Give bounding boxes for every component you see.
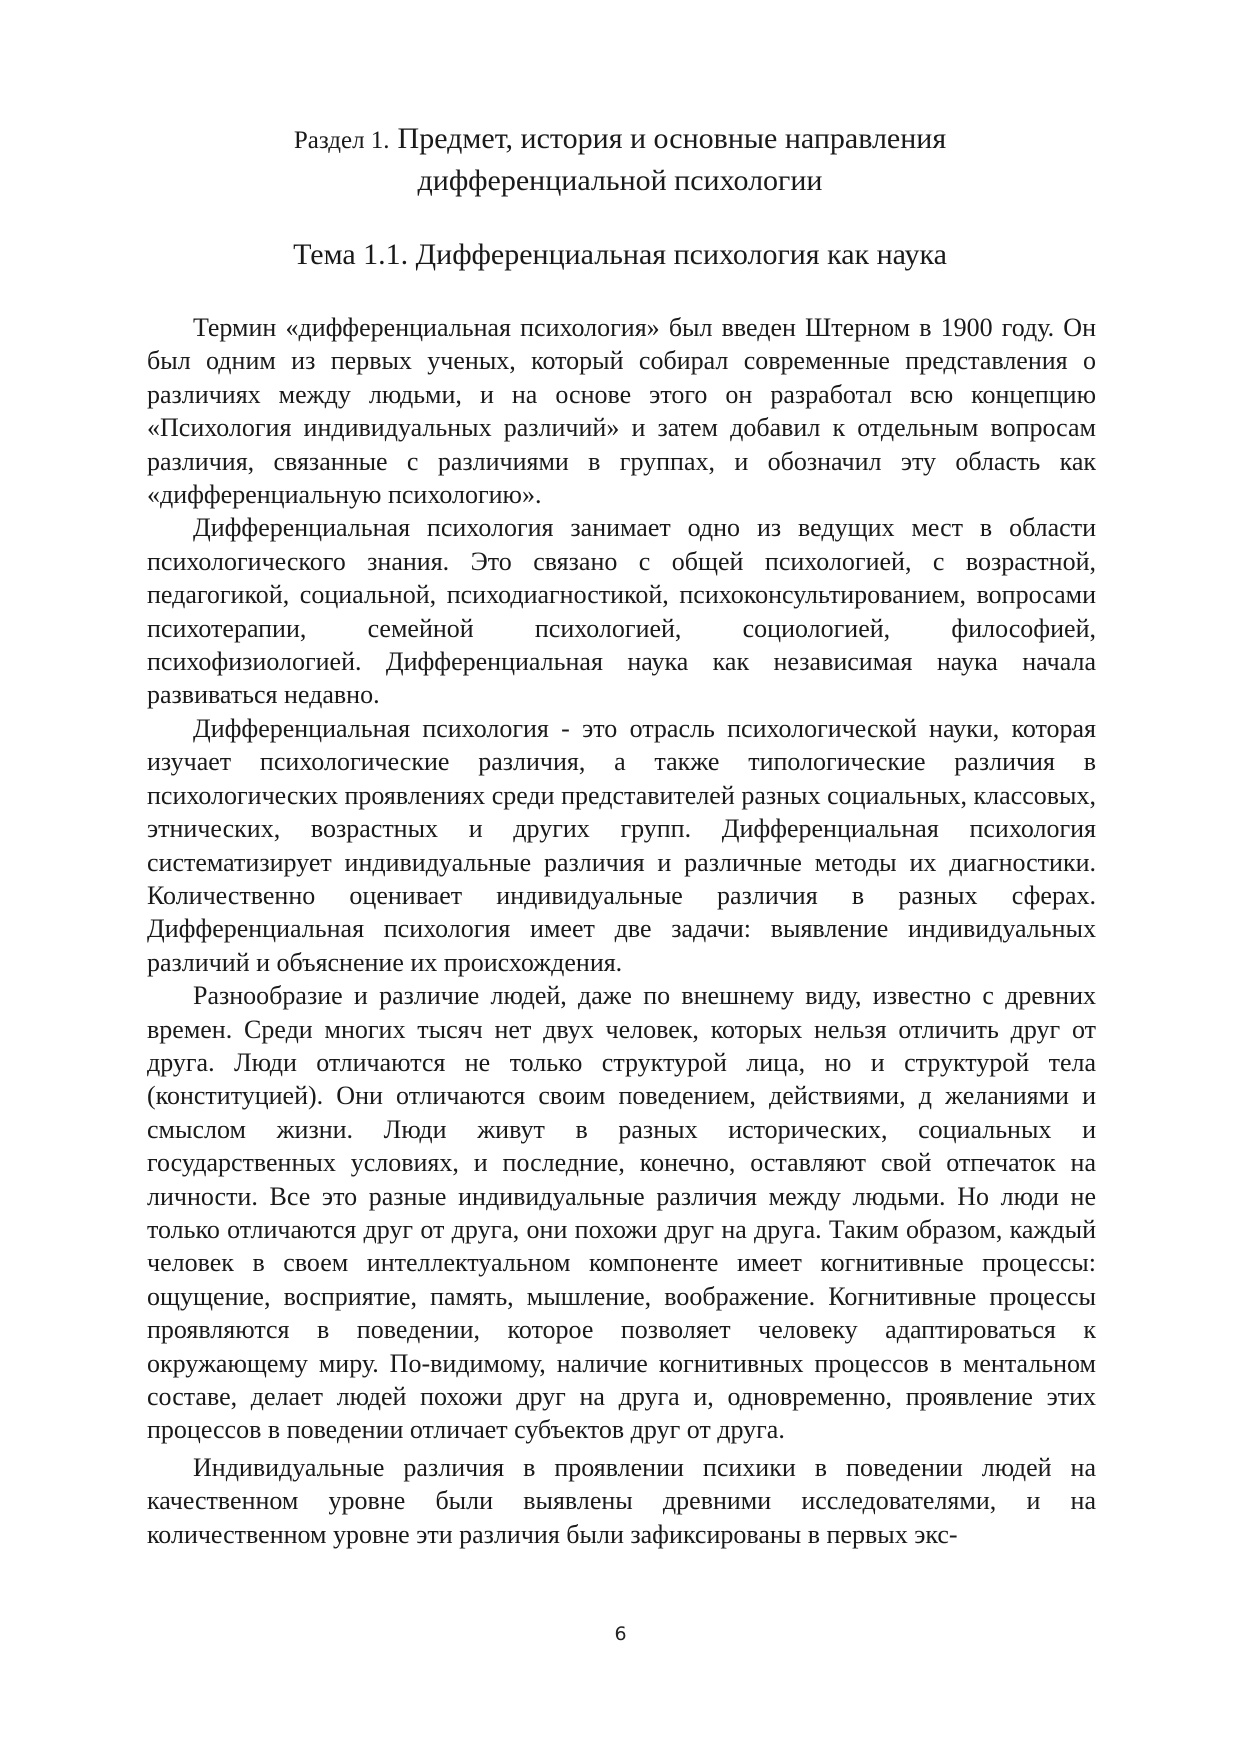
section-title: Предмет, история и основные направления <box>397 122 947 155</box>
paragraph-5: Индивидуальные различия в проявлении психики в поведении людей на качественном уровне были выявлены древними исследователями, и на количественном уровне эти различия были зафиксированы в первых экс- <box>147 1452 1096 1549</box>
section-title-line2: дифференциальной психологии <box>417 164 823 197</box>
paragraph-4: Разнообразие и различие людей, даже по внешнему виду, известно с древних времен. Среди многих тысяч нет двух человек, которых нельзя отличить друг от друга. Люди отличаются не только структурой лица, но и структурой тела (конституцией). Они отличаются своим поведением, действиями, д желаниями и смыслом жизни. Люди живут в разных исторических, социальных и государственных условиях, и последние, конечно, оставляют свой отпечаток на личности. Все это разные индивидуальные различия между людьми. Но люди не только отличаются друг от друга, они похожи друг на друга. Таким образом, каждый человек в своем интеллектуальном компоненте имеет когнитивные процессы: ощущение, восприятие, память, мышление, воображение. Когнитивные процессы проявляются в поведении, которое позволяет человеку адаптироваться к окружающему миру. По-видимому, наличие когнитивных процессов в ментальном составе, делает людей похожи друг на друга и, одновременно, проявление этих процессов в поведении отличает субъектов друг от друга. <box>147 981 1096 1445</box>
section-heading <box>150 118 1090 200</box>
body-text <box>147 311 1096 1551</box>
paragraph-3: Дифференциальная психология - это отрасль психологической науки, которая изучает психологические различия, а также типологические различия в психологических проявлениях среди представителей разных социальных, классовых, этнических, возрастных и других групп. Дифференциальная психология систематизирует индивидуальные различия и различные методы их диагностики. Количественно оценивает индивидуальные различия в разных сферах. Дифференциальная психология имеет две задачи: выявление индивидуальных различий и объяснение их происхождения. <box>147 713 1096 977</box>
page-number: 6 <box>614 1623 627 1645</box>
section-label: Раздел 1. <box>293 127 390 154</box>
topic-heading: Тема 1.1. Дифференциальная психология как наука <box>293 238 947 271</box>
paragraph-1: Термин «дифференциальная психология» был введен Штерном в 1900 году. Он был одним из первых ученых, который собирал современные представления о различиях между людьми, и на основе этого он разработал всю концепцию «Психология индивидуальных различий» и затем добавил к отдельным вопросам различия, связанные с различиями в группах, и обозначил эту область как «дифференциальную психологию». <box>147 313 1096 510</box>
paragraph-2: Дифференциальная психология занимает одно из ведущих мест в области психологического знания. Это связано с общей психологией, с возрастной, педагогикой, социальной, психодиагностикой, психоконсультированием, вопросами психотерапии, семейной психологией, социологией, философией, психофизиологией. Дифференциальная наука как независимая наука начала развиваться недавно. <box>147 513 1096 710</box>
